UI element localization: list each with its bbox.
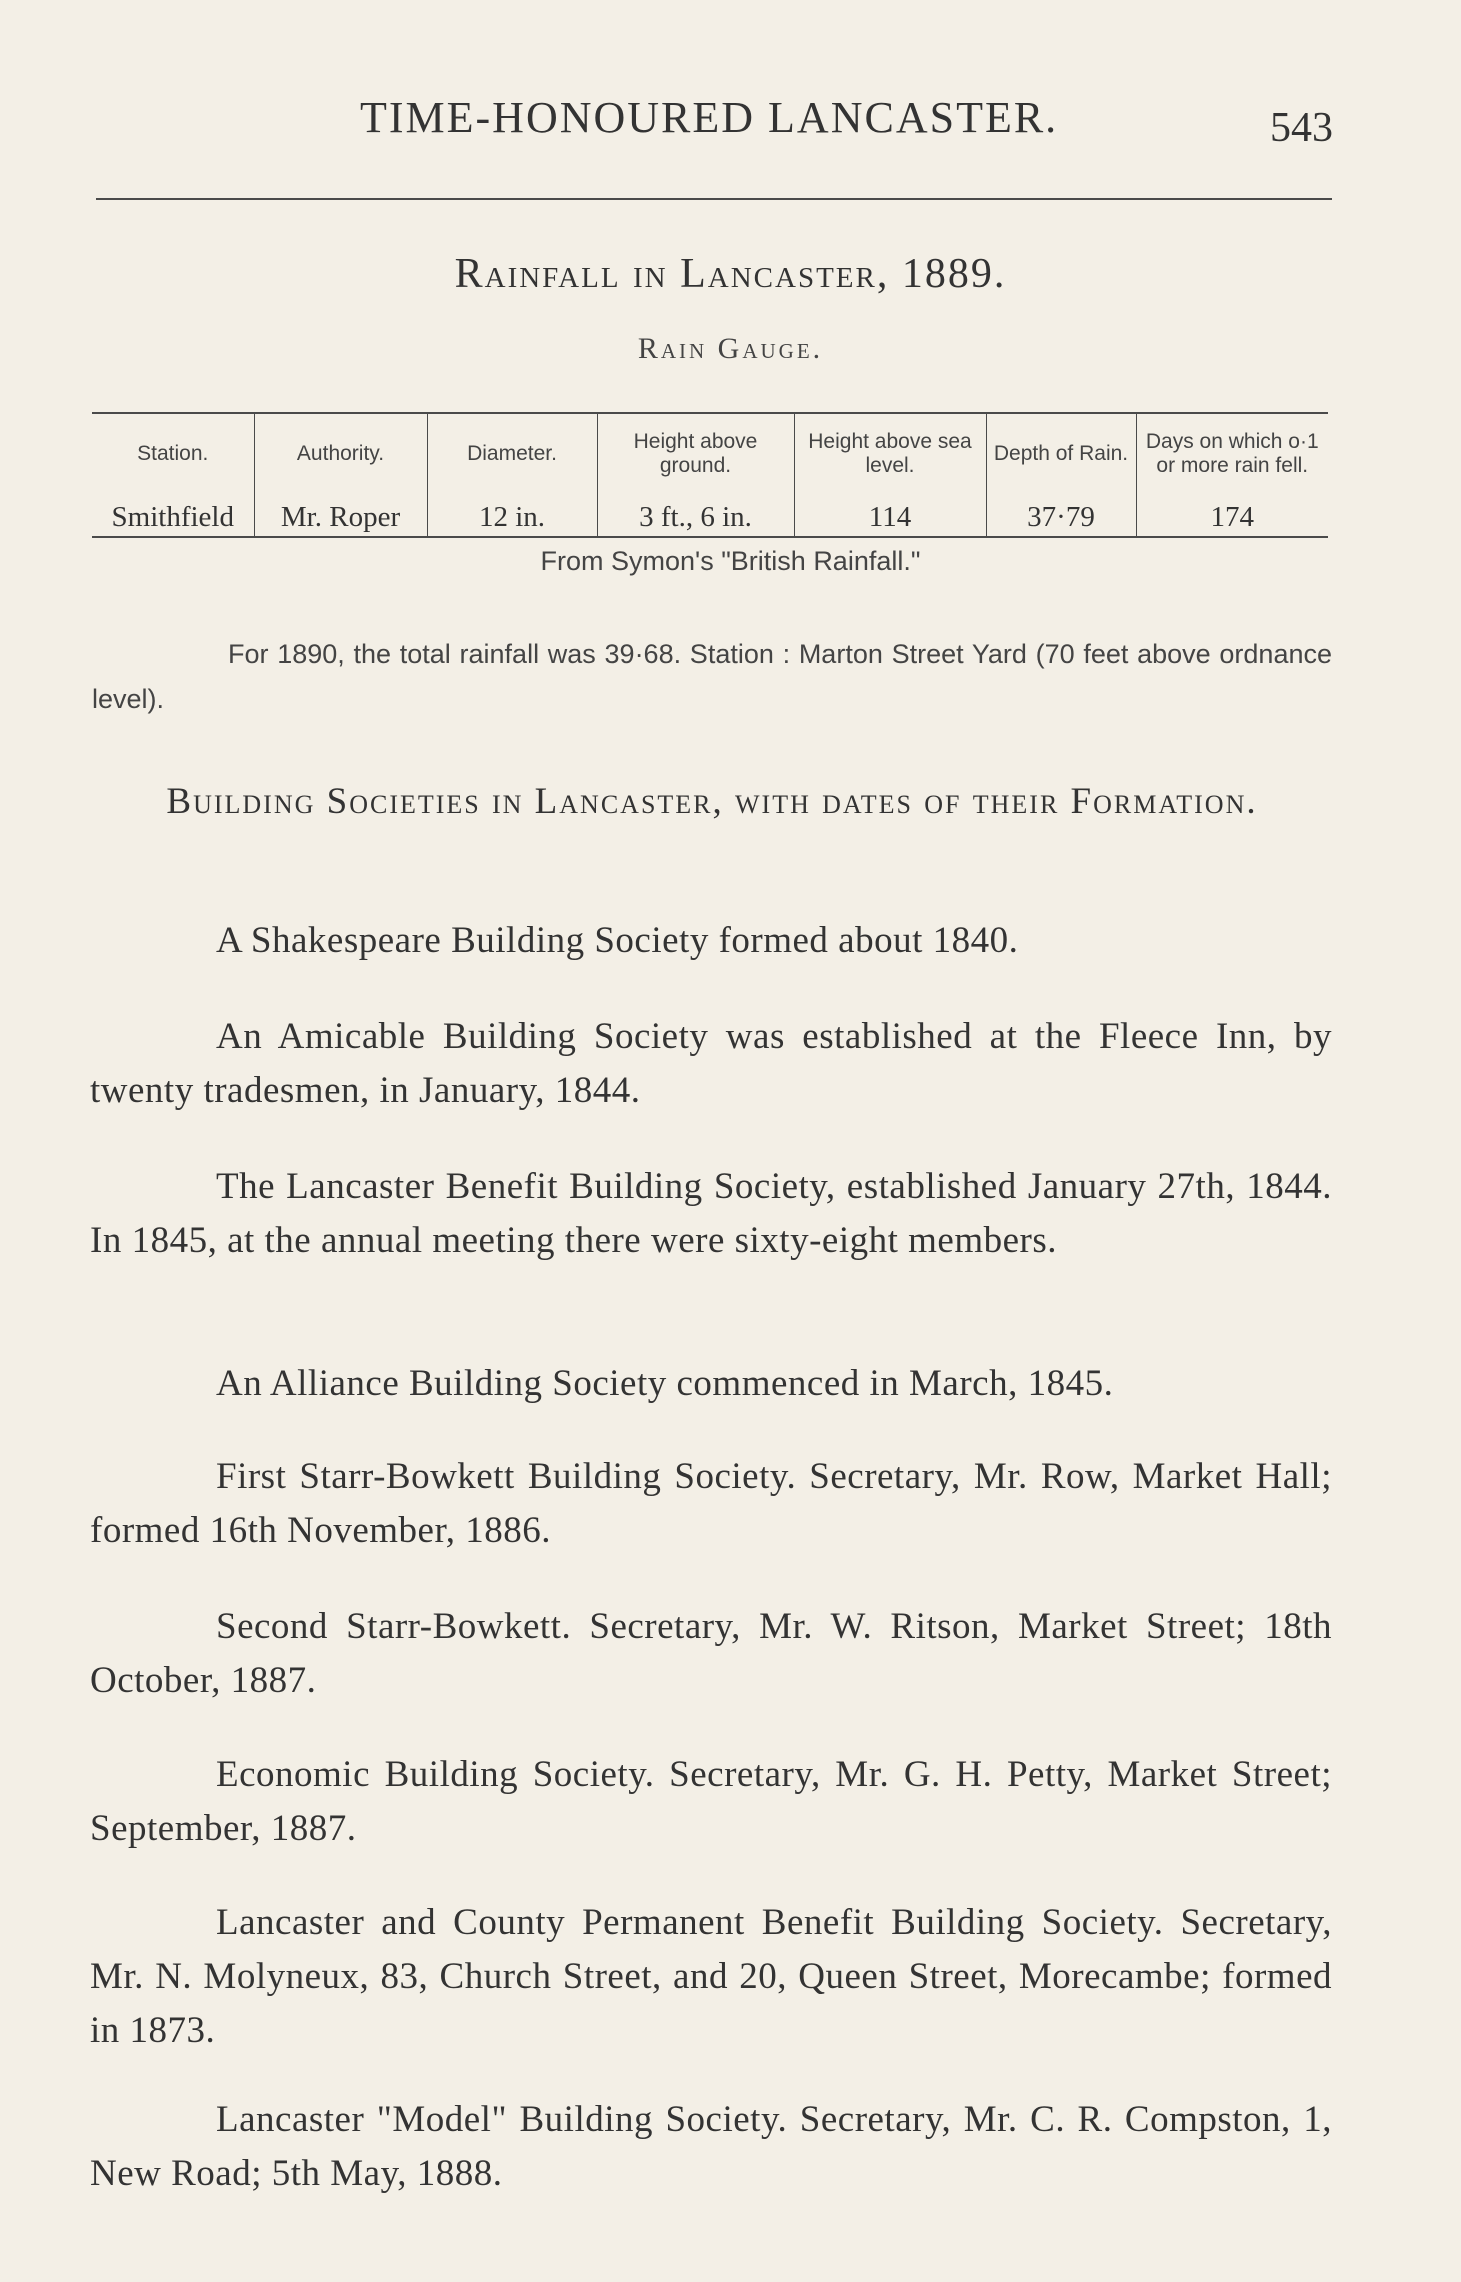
building-societies-heading: Building Societies in Lancaster, with dates of their Formation. [166,781,1258,822]
society-entry: An Amicable Building Society was established at the Fleece Inn, by twenty tradesmen, in January, 1844. [90,1016,1332,1111]
society-entry: The Lancaster Benefit Building Society, established January 27th, 1844. In 1845, at the annual meeting there were sixty-eight members. [90,1166,1332,1261]
table-header-row [92,413,1328,494]
column-header: Days on which o·1 or more rain fell. [1145,430,1319,477]
society-entry: A Shakespeare Building Society formed about 1840. [216,920,1019,961]
column-header: Station. [92,413,254,494]
column-header: Height above ground. [597,413,794,494]
column-header: Diameter. [427,413,597,494]
table-cell: 12 in. [427,494,597,537]
header-rule [96,198,1332,200]
society-entry: Lancaster and County Permanent Benefit Building Society. Secretary, Mr. N. Molyneux, 83, Church Street, and 20, Queen Street, Morecambe; formed in 1873. [90,1902,1332,2051]
table-row [92,494,1328,537]
table-cell: 37·79 [986,494,1136,537]
society-entry: An Alliance Building Society commenced in March, 1845. [216,1363,1114,1404]
table-cell: Smithfield [92,494,254,537]
column-header: Depth of Rain. [986,413,1136,494]
page-number: 543 [1270,105,1333,151]
society-entry: Lancaster "Model" Building Society. Secretary, Mr. C. R. Compston, 1, New Road; 5th May, 1888. [90,2099,1332,2194]
table-cell: 114 [794,494,986,537]
column-header: Height above sea level. [794,413,986,494]
table-cell: 3 ft., 6 in. [597,494,794,537]
column-header: Authority. [254,413,427,494]
rainfall-note: For 1890, the total rainfall was 39·68. Station : Marton Street Yard (70 feet above ordnance level). [92,639,1332,714]
rainfall-table [92,412,1328,538]
society-entry: Second Starr-Bowkett. Secretary, Mr. W. Ritson, Market Street; 18th October, 1887. [90,1606,1332,1701]
table-cell: Mr. Roper [254,494,427,537]
running-title: TIME-HONOURED LANCASTER. [360,93,1059,142]
table-cell: 174 [1210,501,1254,533]
rainfall-title: Rainfall in Lancaster, 1889. [454,251,1007,297]
rainfall-source: From Symon's "British Rainfall." [540,546,921,576]
society-entry: First Starr-Bowkett Building Society. Secretary, Mr. Row, Market Hall; formed 16th November, 1886. [90,1456,1332,1551]
rainfall-subtitle: Rain Gauge. [637,332,824,365]
society-entry: Economic Building Society. Secretary, Mr. G. H. Petty, Market Street; September, 1887. [90,1754,1332,1849]
